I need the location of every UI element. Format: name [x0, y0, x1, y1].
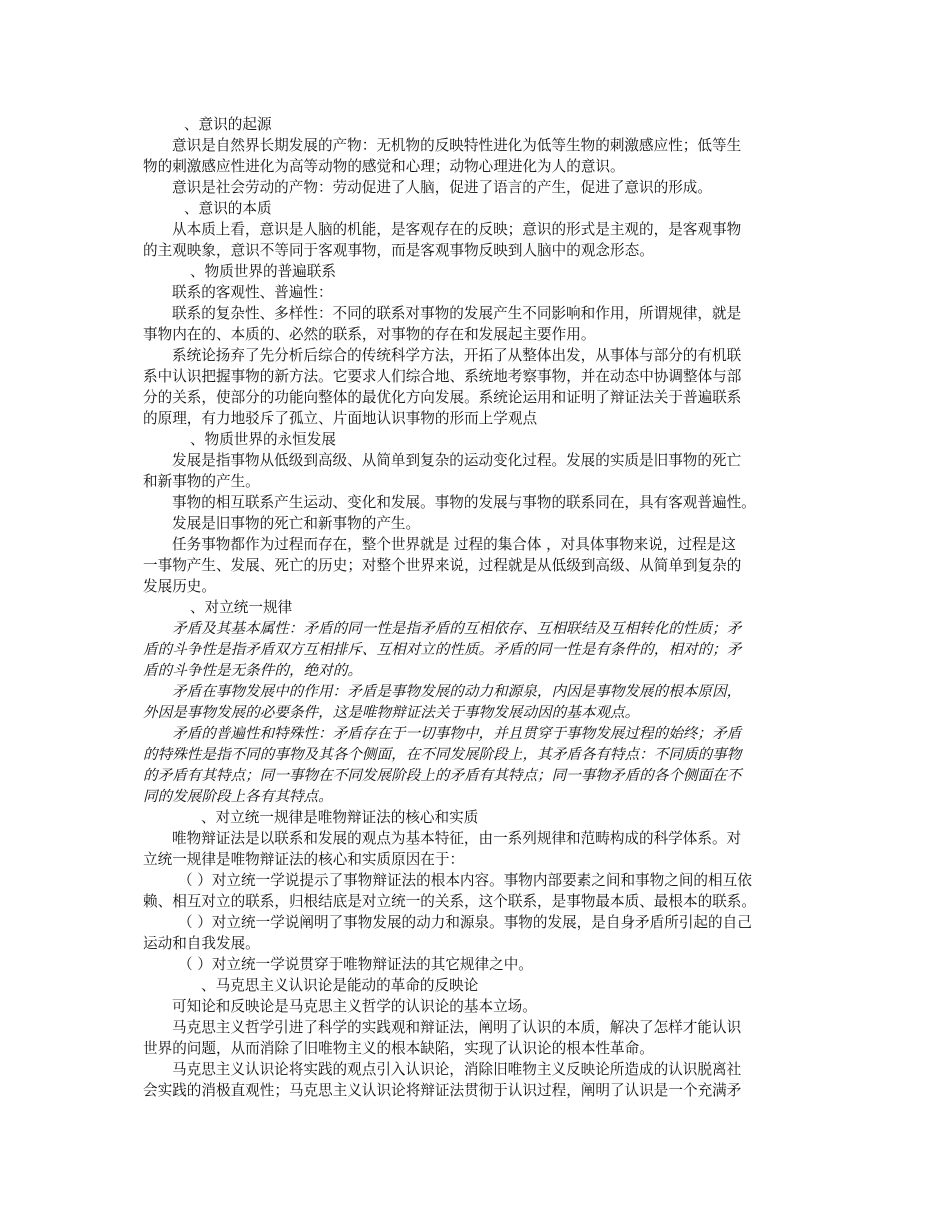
section-heading: 、物质世界的普遍联系: [190, 263, 336, 280]
text-line: 的原理，有力地驳斥了孤立、片面地认识事物的形而上学观点: [143, 410, 538, 427]
text-line: 事物的相互联系产生运动、变化和发展。事物的发展与事物的联系同在，具有客观普遍性。: [172, 494, 756, 511]
text-line: 立统一规律是唯物辩证法的核心和实质原因在于：: [143, 851, 465, 868]
text-line: 意识是自然界长期发展的产物：无机物的反映特性进化为低等生物的刺激感应性；低等生: [172, 137, 742, 154]
text-line: 盾的斗争性是无条件的，绝对的。: [143, 662, 362, 679]
text-line: 系统论扬弃了先分析后综合的传统科学方法，开拓了从整体出发，从事体与部分的有机联: [172, 347, 742, 364]
section-heading: 、意识的本质: [184, 200, 272, 217]
section-heading: 、意识的起源: [184, 116, 272, 133]
text-line: 运动和自我发展。: [143, 935, 260, 952]
text-line: 矛盾的普遍性和特殊性：矛盾存在于一切事物中，并且贯穿于事物发展过程的始终；矛盾: [172, 725, 742, 742]
text-line: 系中认识把握事物的新方法。它要求人们综合地、系统地考察事物，并在动态中协调整体与部: [143, 368, 742, 385]
text-line: 发展是指事物从低级到高级、从简单到复杂的运动变化过程。发展的实质是旧事物的死亡: [172, 452, 742, 469]
text-line: 从本质上看，意识是人脑的机能，是客观存在的反映；意识的形式是主观的，是客观事物: [172, 221, 742, 238]
text-line: 外因是事物发展的必要条件，这是唯物辩证法关于事物发展动因的基本观点。: [143, 704, 640, 721]
text-line: 物的刺激感应性进化为高等动物的感觉和心理；动物心理进化为人的意识。: [143, 158, 625, 175]
text-line: 可知论和反映论是马克思主义哲学的认识论的基本立场。: [172, 998, 537, 1015]
text-line: 发展历史。: [143, 578, 216, 595]
list-item: （ ）对立统一学说贯穿于唯物辩证法的其它规律之中。: [178, 956, 533, 973]
text-line: 马克思主义哲学引进了科学的实践观和辩证法，阐明了认识的本质，解决了怎样才能认识: [172, 1019, 742, 1036]
text-line: 赖、相互对立的联系，归根结底是对立统一的关系，这个联系，是事物最本质、最根本的联系。: [143, 893, 756, 910]
text-line: 同的发展阶段上各有其特点。: [143, 788, 333, 805]
text-line: 会实践的消极直观性；马克思主义认识论将辩证法贯彻于认识过程，阐明了认识是一个充满矛: [143, 1082, 742, 1099]
text-line: 的特殊性是指不同的事物及其各个侧面，在不同发展阶段上，其矛盾各有特点：不同质的事物: [143, 746, 742, 763]
text-line: 意识是社会劳动的产物：劳动促进了人脑，促进了语言的产生，促进了意识的形成。: [172, 179, 712, 196]
text-line: 盾的斗争性是指矛盾双方互相排斥、互相对立的性质。矛盾的同一性是有条件的，相对的；矛: [143, 641, 742, 658]
text-line: 联系的复杂性、多样性：不同的联系对事物的发展产生不同影响和作用，所谓规律，就是: [172, 305, 742, 322]
section-heading: 、对立统一规律: [190, 599, 293, 616]
section-heading: 、马克思主义认识论是能动的革命的反映论: [201, 977, 479, 994]
text-line: 一事物产生、发展、死亡的历史；对整个世界来说，过程就是从低级到高级、从简单到复杂的: [143, 557, 742, 574]
text-line: 分的关系，使部分的功能向整体的最优化方向发展。系统论运用和证明了辩证法关于普遍联系: [143, 389, 742, 406]
list-item: （ ）对立统一学说阐明了事物发展的动力和源泉。事物的发展，是自身矛盾所引起的自己: [178, 914, 752, 931]
text-line: 联系的客观性、普遍性：: [172, 284, 333, 301]
text-line: 矛盾及其基本属性：矛盾的同一性是指矛盾的互相依存、互相联结及互相转化的性质；矛: [172, 620, 742, 637]
text-line: 任务事物都作为过程而存在，整个世界就是 过程的集合体 ，对具体事物来说，过程是这: [172, 536, 736, 553]
text-line: 马克思主义认识论将实践的观点引入认识论，消除旧唯物主义反映论所造成的认识脱离社: [172, 1061, 742, 1078]
section-heading: 、物质世界的永恒发展: [190, 431, 336, 448]
list-item: （ ）对立统一学说提示了事物辩证法的根本内容。事物内部要素之间和事物之间的相互依: [178, 872, 752, 889]
text-line: 的矛盾有其特点；同一事物在不同发展阶段上的矛盾有其特点；同一事物矛盾的各个侧面在不: [143, 767, 742, 784]
text-line: 矛盾在事物发展中的作用：矛盾是事物发展的动力和源泉，内因是事物发展的根本原因，: [172, 683, 742, 700]
text-line: 发展是旧事物的死亡和新事物的产生。: [172, 515, 421, 532]
text-line: 唯物辩证法是以联系和发展的观点为基本特征，由一系列规律和范畴构成的科学体系。对: [172, 830, 742, 847]
text-line: 和新事物的产生。: [143, 473, 260, 490]
text-line: 事物内在的、本质的、必然的联系，对事物的存在和发展起主要作用。: [143, 326, 596, 343]
text-line: 世界的问题，从而消除了旧唯物主义的根本缺陷，实现了认识论的根本性革命。: [143, 1040, 654, 1057]
section-heading: 、对立统一规律是唯物辩证法的核心和实质: [201, 809, 479, 826]
text-line: 的主观映象，意识不等同于客观事物，而是客观事物反映到人脑中的观念形态。: [143, 242, 654, 259]
